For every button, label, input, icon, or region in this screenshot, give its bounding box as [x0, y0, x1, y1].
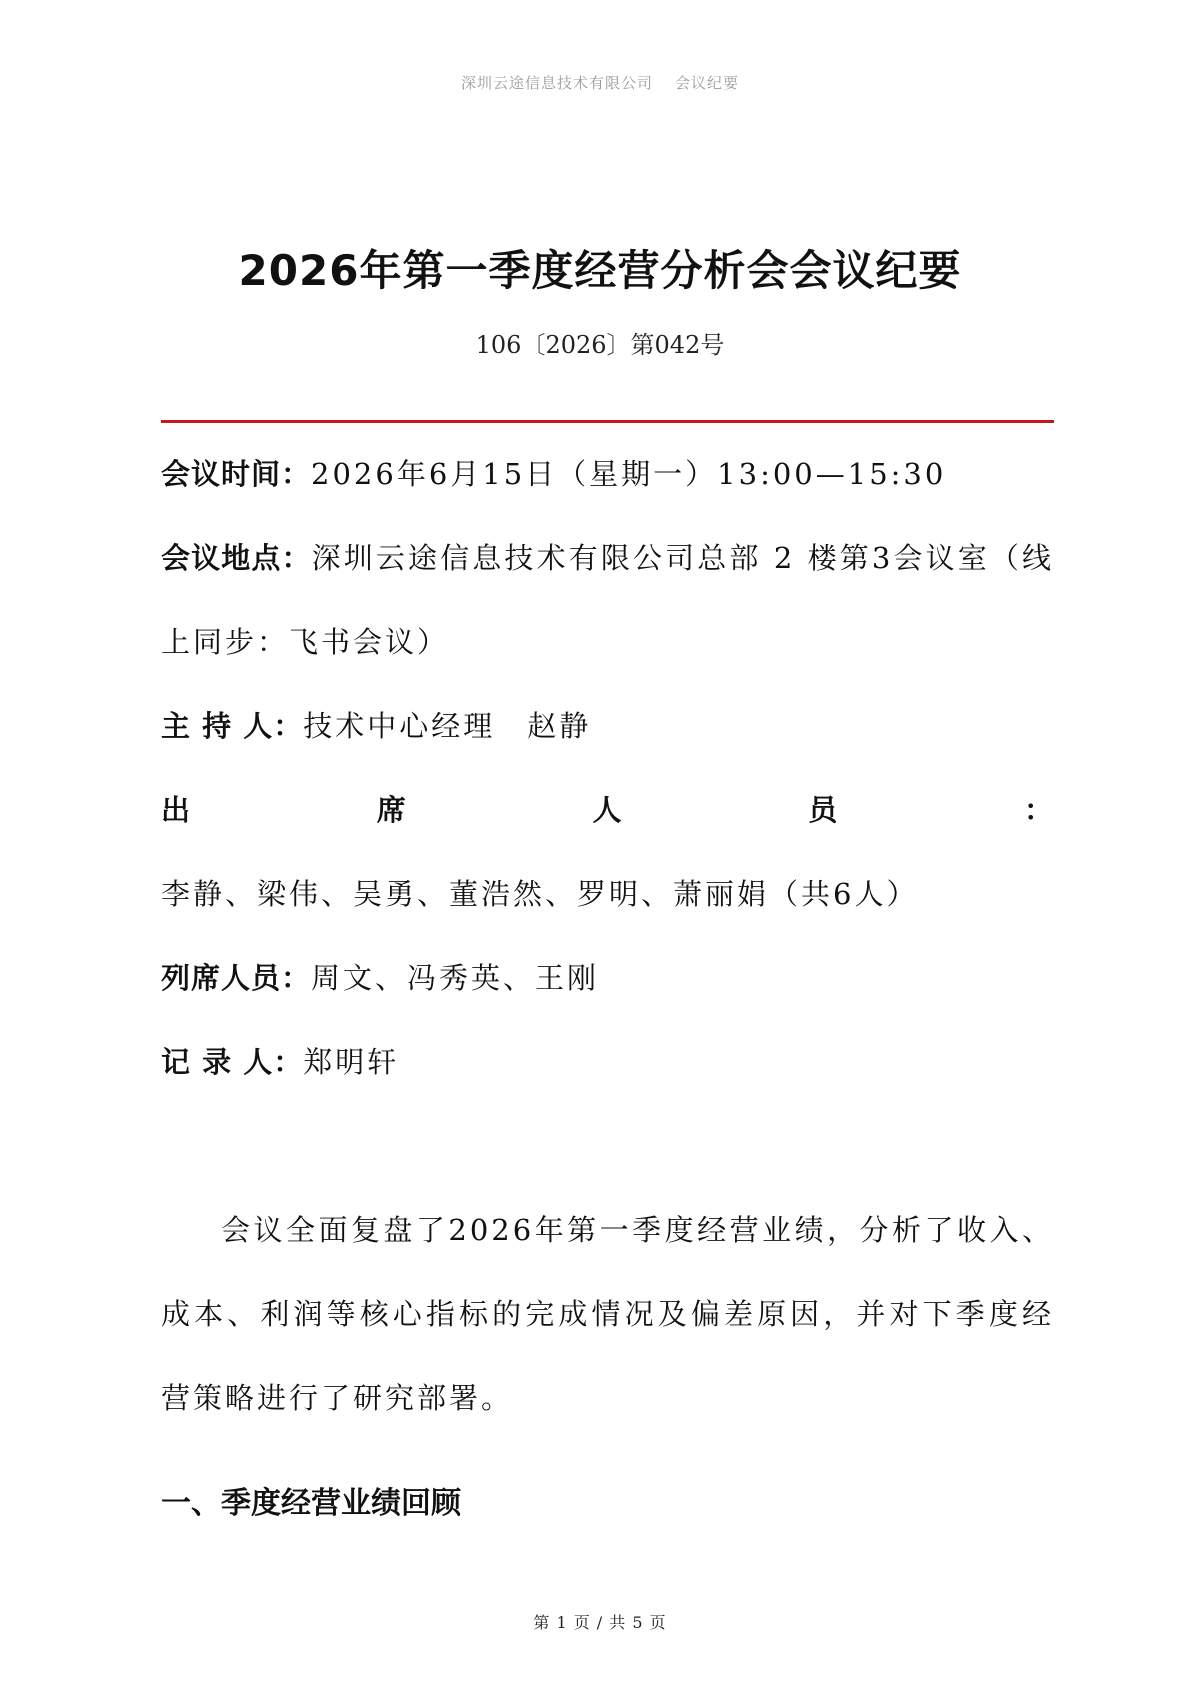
header-company: 深圳云途信息技术有限公司	[460, 74, 653, 92]
meeting-observers-label: 列席人员：	[161, 961, 312, 995]
meeting-attendees	[161, 768, 1054, 936]
meeting-attendees-label: 出席人员：	[161, 793, 1054, 827]
running-header	[0, 72, 1200, 93]
meeting-location-label: 会议地点：	[161, 541, 312, 575]
meeting-time-label: 会议时间：	[161, 457, 312, 491]
meeting-location-value: 深圳云途信息技术有限公司总部 2 楼第3会议室（线上同步：飞书会议）	[161, 541, 1054, 659]
meeting-observers	[161, 936, 1054, 1020]
section-heading: 一、季度经营业绩回顾	[161, 1486, 461, 1521]
meeting-host-label: 主 持 人：	[161, 709, 304, 743]
summary-paragraph: 会议全面复盘了2026年第一季度经营业绩，分析了收入、成本、利润等核心指标的完成情况及偏差原因，并对下季度经营策略进行了研究部署。	[161, 1213, 1054, 1415]
document-number: 106〔2026〕第042号	[475, 331, 725, 359]
meeting-attendees-value: 李静、梁伟、吴勇、董浩然、罗明、萧丽娟（共6人）	[161, 877, 919, 911]
meeting-recorder-value: 郑明轩	[303, 1045, 400, 1079]
meeting-recorder	[161, 1020, 1054, 1104]
header-doc-type: 会议纪要	[675, 74, 740, 92]
meeting-time	[161, 432, 1054, 516]
meeting-recorder-label: 记 录 人：	[161, 1045, 304, 1079]
page-footer: 第 1 页 / 共 5 页	[533, 1613, 667, 1632]
meeting-observers-value: 周文、冯秀英、王刚	[311, 961, 600, 995]
meeting-host-value: 技术中心经理 赵静	[303, 709, 592, 743]
red-divider	[161, 420, 1054, 423]
document-title: 2026年第一季度经营分析会会议纪要	[238, 246, 962, 295]
meeting-time-value: 2026年6月15日（星期一）13:00—15:30	[311, 457, 947, 491]
document-body	[161, 432, 1054, 1534]
meeting-host	[161, 684, 1054, 768]
meeting-location	[161, 516, 1054, 684]
spacer	[161, 1104, 1054, 1188]
